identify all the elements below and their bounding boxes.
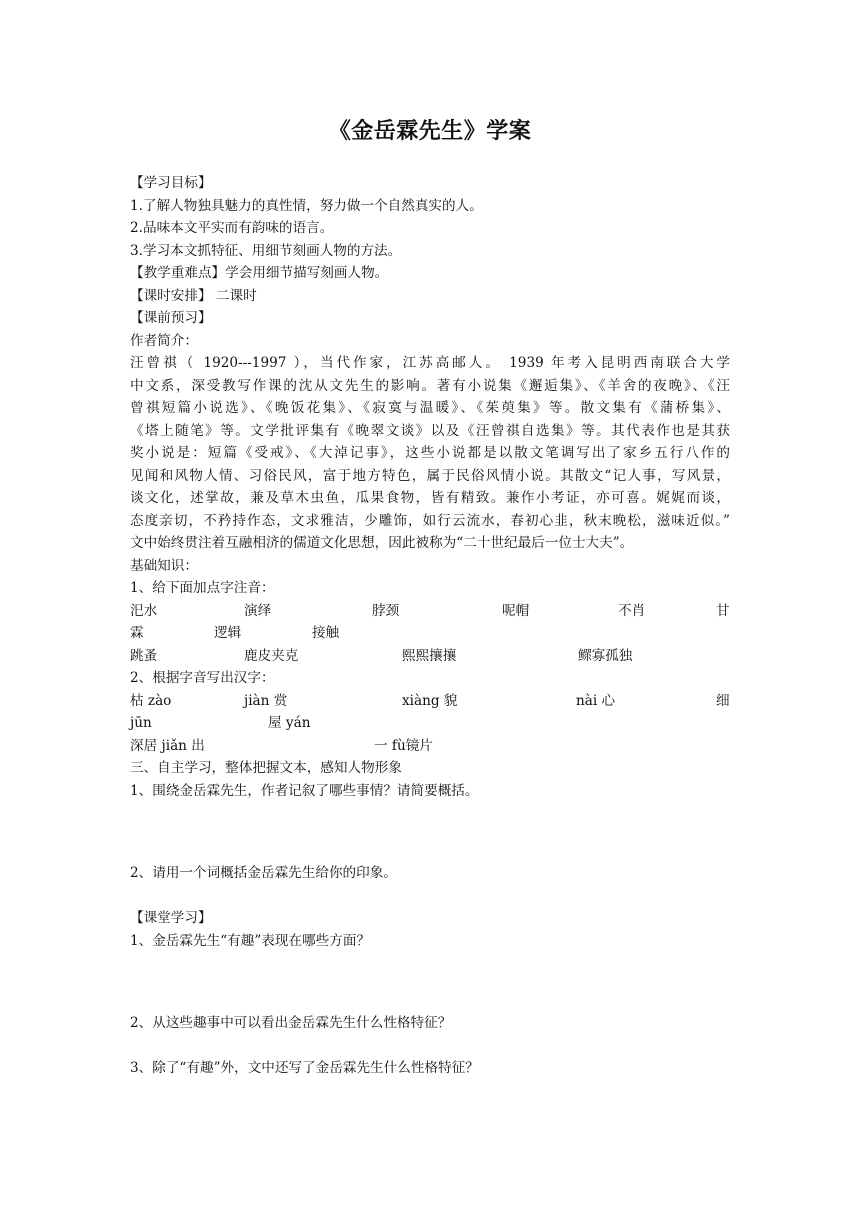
word-item: 深居 jiǎn 出 <box>130 737 205 754</box>
pinyin-row <box>130 600 730 623</box>
word-item: jiàn 赏 <box>244 692 288 709</box>
section-heading: 三、自主学习，整体把握文本，感知人物形象 <box>130 760 402 776</box>
word-item: 鹿皮夹克 <box>244 647 299 664</box>
word-item: 汜水 <box>130 602 158 619</box>
document-body <box>130 172 730 1080</box>
objective-item: 1.了解人物独具魅力的真性情，努力做一个自然真实的人。 <box>130 197 483 214</box>
hanzi-row <box>130 735 730 758</box>
author-line: 曾祺短篇小说选》、《晚饭花集》、《寂寞与温暖》、《茱萸集》等。散文集有《蒲桥集》、 <box>130 400 730 416</box>
word-item: jūn <box>130 715 152 731</box>
author-line: 态度亲切，不矜持作态，文求雅洁，少雕饰，如行云流水，春初心韭，秋末晚松，滋味近似。” <box>130 512 730 529</box>
pinyin-row <box>130 622 730 645</box>
question: 1、围绕金岳霖先生，作者记叙了哪些事情？请简要概括。 <box>130 782 479 799</box>
question: 2、从这些趣事中可以看出金岳霖先生什么性格特征？ <box>130 1015 452 1031</box>
question-heading: 2、根据字音写出汉字： <box>130 670 275 686</box>
preview-heading: 【课前预习】 <box>130 310 212 326</box>
answer-space <box>130 1035 730 1058</box>
word-item: 鳏寡孤独 <box>578 647 633 664</box>
hanzi-row <box>130 712 730 735</box>
author-line: 汪曾祺（ 1920---1997 ），当代作家，江苏高邮人。 1939 年考入昆明西南联合大学 <box>130 355 730 371</box>
word-item: 呢帽 <box>502 602 530 619</box>
word-item: 不肖 <box>618 602 646 619</box>
word-item: 细 <box>716 692 730 709</box>
pinyin-row <box>130 645 730 668</box>
objective-item: 3.学习本文抓特征、用细节刻画人物的方法。 <box>130 242 402 259</box>
key-points: 【教学重难点】学会用细节描写刻画人物。 <box>130 265 389 281</box>
author-line: 谈文化，述掌故，兼及草木虫鱼，瓜果食物，皆有精致。兼作小考证，亦可喜。娓娓而谈， <box>130 490 730 506</box>
word-item: xiàng 貌 <box>402 692 458 709</box>
answer-space <box>130 802 730 862</box>
question-heading: 1、给下面加点字注音： <box>130 580 275 596</box>
answer-space <box>130 952 730 1012</box>
author-line: 奖小说是：短篇《受戒》、《大淖记事》，这些小说都是以散文笔调写出了家乡五行八作的 <box>130 445 730 461</box>
question: 1、金岳霖先生“有趣”表现在哪些方面？ <box>130 932 371 949</box>
word-item: 屋 yán <box>268 715 311 731</box>
question: 3、除了“有趣”外，文中还写了金岳霖先生什么性格特征？ <box>130 1060 479 1076</box>
word-item: 逻辑 <box>214 625 242 641</box>
basics-heading: 基础知识： <box>130 557 198 574</box>
word-item: nài 心 <box>576 692 616 709</box>
schedule: 【课时安排】 二课时 <box>130 287 257 304</box>
word-item: 跳蚤 <box>130 647 158 664</box>
author-heading: 作者简介： <box>130 332 198 349</box>
author-line: 《塔上随笔》等。文学批评集有《晚翠文谈》以及《汪曾祺自选集》等。其代表作也是其获 <box>130 422 730 439</box>
page-title: 《金岳霖先生》学案 <box>328 119 532 144</box>
question: 2、请用一个词概括金岳霖先生给你的印象。 <box>130 865 397 881</box>
word-item: 甘 <box>716 602 730 619</box>
class-heading: 【课堂学习】 <box>130 910 212 926</box>
word-item: 枯 zào <box>130 692 172 709</box>
hanzi-row <box>130 690 730 713</box>
word-item: 演绎 <box>244 602 272 619</box>
word-item: 一 fù镜片 <box>374 737 433 754</box>
author-line: 文中始终贯注着互融相济的儒道文化思想，因此被称为“二十世纪最后一位士大夫”。 <box>130 535 634 551</box>
author-line: 见闻和风物人情、习俗民风，富于地方特色，属于民俗风情小说。其散文“记人事，写风景， <box>130 467 730 484</box>
answer-space <box>130 885 730 908</box>
word-item: 接触 <box>312 625 340 641</box>
objectives-heading: 【学习目标】 <box>130 175 212 191</box>
objective-item: 2.品味本文平实而有韵味的语言。 <box>130 220 334 236</box>
word-item: 脖颈 <box>372 602 400 619</box>
word-item: 霖 <box>130 625 144 641</box>
author-line: 中文系，深受教写作课的沈从文先生的影响。著有小说集《邂逅集》、《羊舍的夜晚》、《汪 <box>130 377 730 394</box>
word-item: 熙熙攘攘 <box>402 647 457 664</box>
